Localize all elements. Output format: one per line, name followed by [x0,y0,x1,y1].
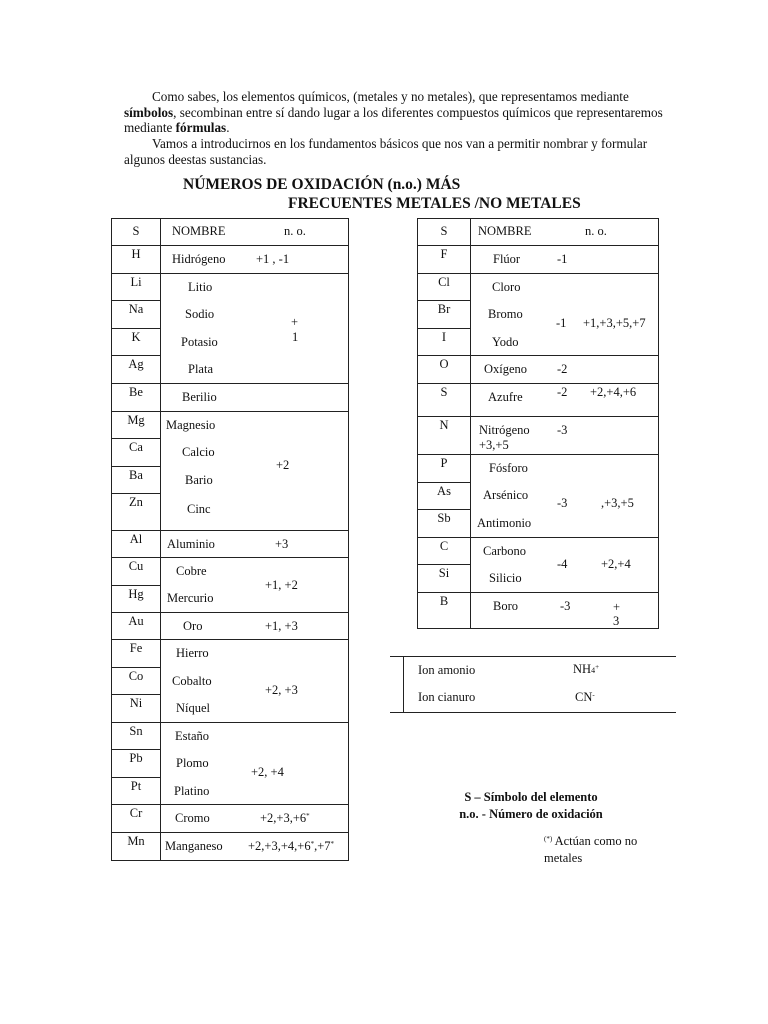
footnote-continued: metales [544,851,583,865]
intro-text: Como sabes, los elementos químicos, (metales y no metales), que representamos mediante [152,89,629,104]
nonmetal-name: Azufre [488,390,523,404]
metal-no-aluminio: +3 [275,537,289,551]
nonmetal-no-c-si: -4 [557,557,568,571]
metal-name: Magnesio [166,418,216,432]
nonmetal-symbol: N [439,418,449,432]
table-rule [417,628,659,629]
nonmetal-name: Oxígeno [484,362,528,376]
metal-no-manganeso [248,839,334,853]
table-rule [417,355,659,356]
table-rule [390,656,676,657]
intro-text: . [226,120,230,135]
table-rule [417,245,659,246]
metal-name: Plata [188,362,213,376]
metal-symbol: Hg [128,587,144,601]
metal-name: Potasio [181,335,218,349]
ion-cianuro-name: Ion cianuro [418,690,476,704]
nonmetal-symbol: C [439,539,449,553]
metal-symbol: Cr [129,806,143,820]
nonmetal-no-oxigeno: -2 [557,362,568,376]
nonmetals-header-no: n. o. [585,224,607,238]
table-rule [111,300,161,301]
metal-name: Plomo [176,756,209,770]
nonmetal-no-azufre: -2 [557,385,568,399]
table-rule [111,466,161,467]
nonmetal-symbol: Cl [438,275,450,289]
intro-paragraph-1 [124,89,664,136]
table-rule [111,530,349,531]
nonmetal-symbol: S [440,385,448,399]
table-rule [417,509,471,510]
table-rule [111,667,161,668]
nonmetal-symbol: O [439,357,449,371]
nonmetal-name: Carbono [483,544,527,558]
metal-no-alkali: + [291,315,299,329]
intro-text: , secombinan entre sí dando lugar a los diferentes compuestos químicos que representaremos mediante [124,104,663,135]
asterisk-mark: * [310,840,315,848]
metal-symbol: Mn [127,834,145,848]
metal-symbol: Co [128,669,144,683]
no-value: ,+7 [314,839,331,853]
metals-header-nombre: NOMBRE [172,224,226,238]
nonmetals-header-s: S [440,224,448,238]
nonmetal-symbol: Si [438,566,450,580]
metal-symbol: Ba [129,468,143,482]
metal-symbol: Au [128,614,144,628]
nonmetal-name: Antimonio [477,516,532,530]
nonmetal-name: Yodo [492,335,519,349]
table-rule [417,328,471,329]
no-value: +2,+3,+6 [260,811,307,825]
legend-oxidation-number: n.o. - Número de oxidación [459,807,603,821]
table-rule [111,777,161,778]
table-rule [111,722,349,723]
intro-paragraph-2: Vamos a introducirnos en los fundamentos básicos que nos van a permitir nombrar y formular algunos deestas sustancias. [124,136,648,167]
nonmetal-symbol: F [440,247,448,261]
footnote-text: Actúan como no [552,834,638,848]
metal-name: Sodio [185,307,215,321]
nonmetals-header-nombre: NOMBRE [478,224,532,238]
metal-name: Bario [185,473,213,487]
metal-symbol: Fe [129,641,143,655]
metal-name: Oro [183,619,203,633]
table-rule [417,300,471,301]
table-rule [417,454,659,455]
nonmetal-no-nitrogeno: -3 [557,423,568,437]
metals-header-no: n. o. [284,224,306,238]
footnote [544,834,637,848]
bold-word-simbolos: símbolos [124,104,174,120]
ion-amonio-formula [573,662,599,676]
nonmetal-no-nitrogeno: +3,+5 [479,438,509,452]
table-rule [658,218,659,629]
metal-name: Hierro [176,646,209,660]
table-rule [111,438,161,439]
metal-name: Níquel [176,701,211,715]
metal-name: Calcio [182,445,215,459]
metal-no-cromo [260,811,310,825]
metal-symbol: Ca [129,440,143,454]
metal-symbol: Cu [128,559,144,573]
table-rule [111,557,349,558]
metal-name: Cobre [176,564,207,578]
metal-no-hidrogeno: +1 , -1 [256,252,290,266]
nonmetal-no-halogens: +1,+3,+5,+7 [583,316,646,330]
nonmetal-no-fluor: -1 [557,252,568,266]
nonmetal-symbol: P [440,456,448,470]
nonmetal-no-c-si: +2,+4 [601,557,631,571]
nonmetal-no-halogens: -1 [556,316,567,330]
table-rule [111,355,161,356]
table-rule [417,273,659,274]
formula-subscript: 4 [591,666,596,675]
asterisk-mark: * [306,812,310,820]
table-rule [111,273,349,274]
metal-symbol: Al [129,532,143,546]
nonmetal-name: Fósforo [489,461,528,475]
metal-no-fe-co-ni: +2, +3 [265,683,298,697]
table-rule [111,639,349,640]
nonmetal-symbol: I [441,330,447,344]
table-rule [111,694,161,695]
nonmetal-name: Bromo [488,307,523,321]
metal-name: Cinc [187,502,211,516]
metal-symbol: Mg [127,413,145,427]
metal-no-alkaline-earth: +2 [276,458,290,472]
bold-word-formulas: fórmulas [175,120,227,135]
nonmetal-symbol: B [439,594,449,608]
footnote-mark: (*) [544,835,553,843]
table-rule [348,218,349,861]
table-rule [111,860,349,861]
nonmetal-no-p-as-sb: ,+3,+5 [601,496,634,510]
table-rule [417,537,659,538]
table-rule [111,411,349,412]
metal-symbol: Pt [130,779,142,793]
nonmetal-no-azufre: +2,+4,+6 [590,385,637,399]
metal-name: Cromo [175,811,210,825]
asterisk-mark: * [330,840,335,848]
nonmetal-symbol: As [437,484,451,498]
table-rule [111,612,349,613]
ion-amonio-name: Ion amonio [418,663,476,677]
table-rule [417,218,659,219]
table-rule [417,592,659,593]
table-rule [111,832,349,833]
title-line-2: FRECUENTES METALES /NO METALES [288,195,581,212]
metal-name: Berilio [182,390,217,404]
table-rule [417,416,659,417]
metal-name: Litio [188,280,213,294]
metal-no-cu-hg: +1, +2 [265,578,298,592]
metal-symbol: Ag [128,357,144,371]
nonmetal-no-boro: -3 [560,599,571,613]
metal-symbol: Na [128,302,144,316]
nonmetal-name: Boro [493,599,518,613]
metals-header-s: S [132,224,140,238]
table-rule [403,656,404,713]
metal-no-alkali: 1 [292,330,299,344]
table-rule [111,245,349,246]
formula-charge: + [595,663,600,671]
metal-symbol: Zn [129,495,143,509]
metal-no-oro: +1, +3 [265,619,298,633]
metal-symbol: Pb [129,751,143,765]
nonmetal-name: Cloro [492,280,521,294]
metal-name: Manganeso [165,839,223,853]
nonmetal-no-p-as-sb: -3 [557,496,568,510]
metal-symbol: Li [130,275,142,289]
nonmetal-symbol: Br [437,302,451,316]
legend-symbol: S – Símbolo del elemento [464,790,598,804]
title-line-1: NÚMEROS DE OXIDACIÓN (n.o.) MÁS [183,176,461,193]
table-rule [417,482,471,483]
nonmetal-name: Silicio [489,571,522,585]
nonmetal-name: Nitrógeno [479,423,530,437]
nonmetal-no-boro: 3 [613,614,620,628]
metal-symbol: H [131,247,141,261]
metal-name: Estaño [175,729,210,743]
formula-text: CN [575,690,593,704]
ion-cianuro-formula [575,690,595,704]
no-value: +2,+3,+4,+6 [248,839,311,853]
metal-symbol: Sn [129,724,143,738]
metal-name: Cobalto [172,674,212,688]
metal-name: Mercurio [167,591,214,605]
table-rule [111,218,349,219]
metal-name: Hidrógeno [172,252,226,266]
metal-name: Aluminio [167,537,215,551]
formula-charge: - [592,691,595,699]
nonmetal-name: Flúor [493,252,521,266]
nonmetal-symbol: Sb [437,511,451,525]
metal-no-sn-pb-pt: +2, +4 [251,765,284,779]
table-rule [111,585,161,586]
table-rule [111,493,161,494]
table-rule [417,564,471,565]
table-rule [111,328,161,329]
nonmetal-name: Arsénico [483,488,529,502]
metal-symbol: K [131,330,141,344]
metal-name: Platino [174,784,210,798]
table-rule [390,712,676,713]
table-rule [111,804,349,805]
nonmetal-no-boro: + [613,600,621,614]
metal-symbol: Be [129,385,143,399]
table-rule [417,383,659,384]
table-rule [111,749,161,750]
metal-symbol: Ni [129,696,143,710]
table-rule [111,383,349,384]
formula-text: NH [573,662,592,676]
